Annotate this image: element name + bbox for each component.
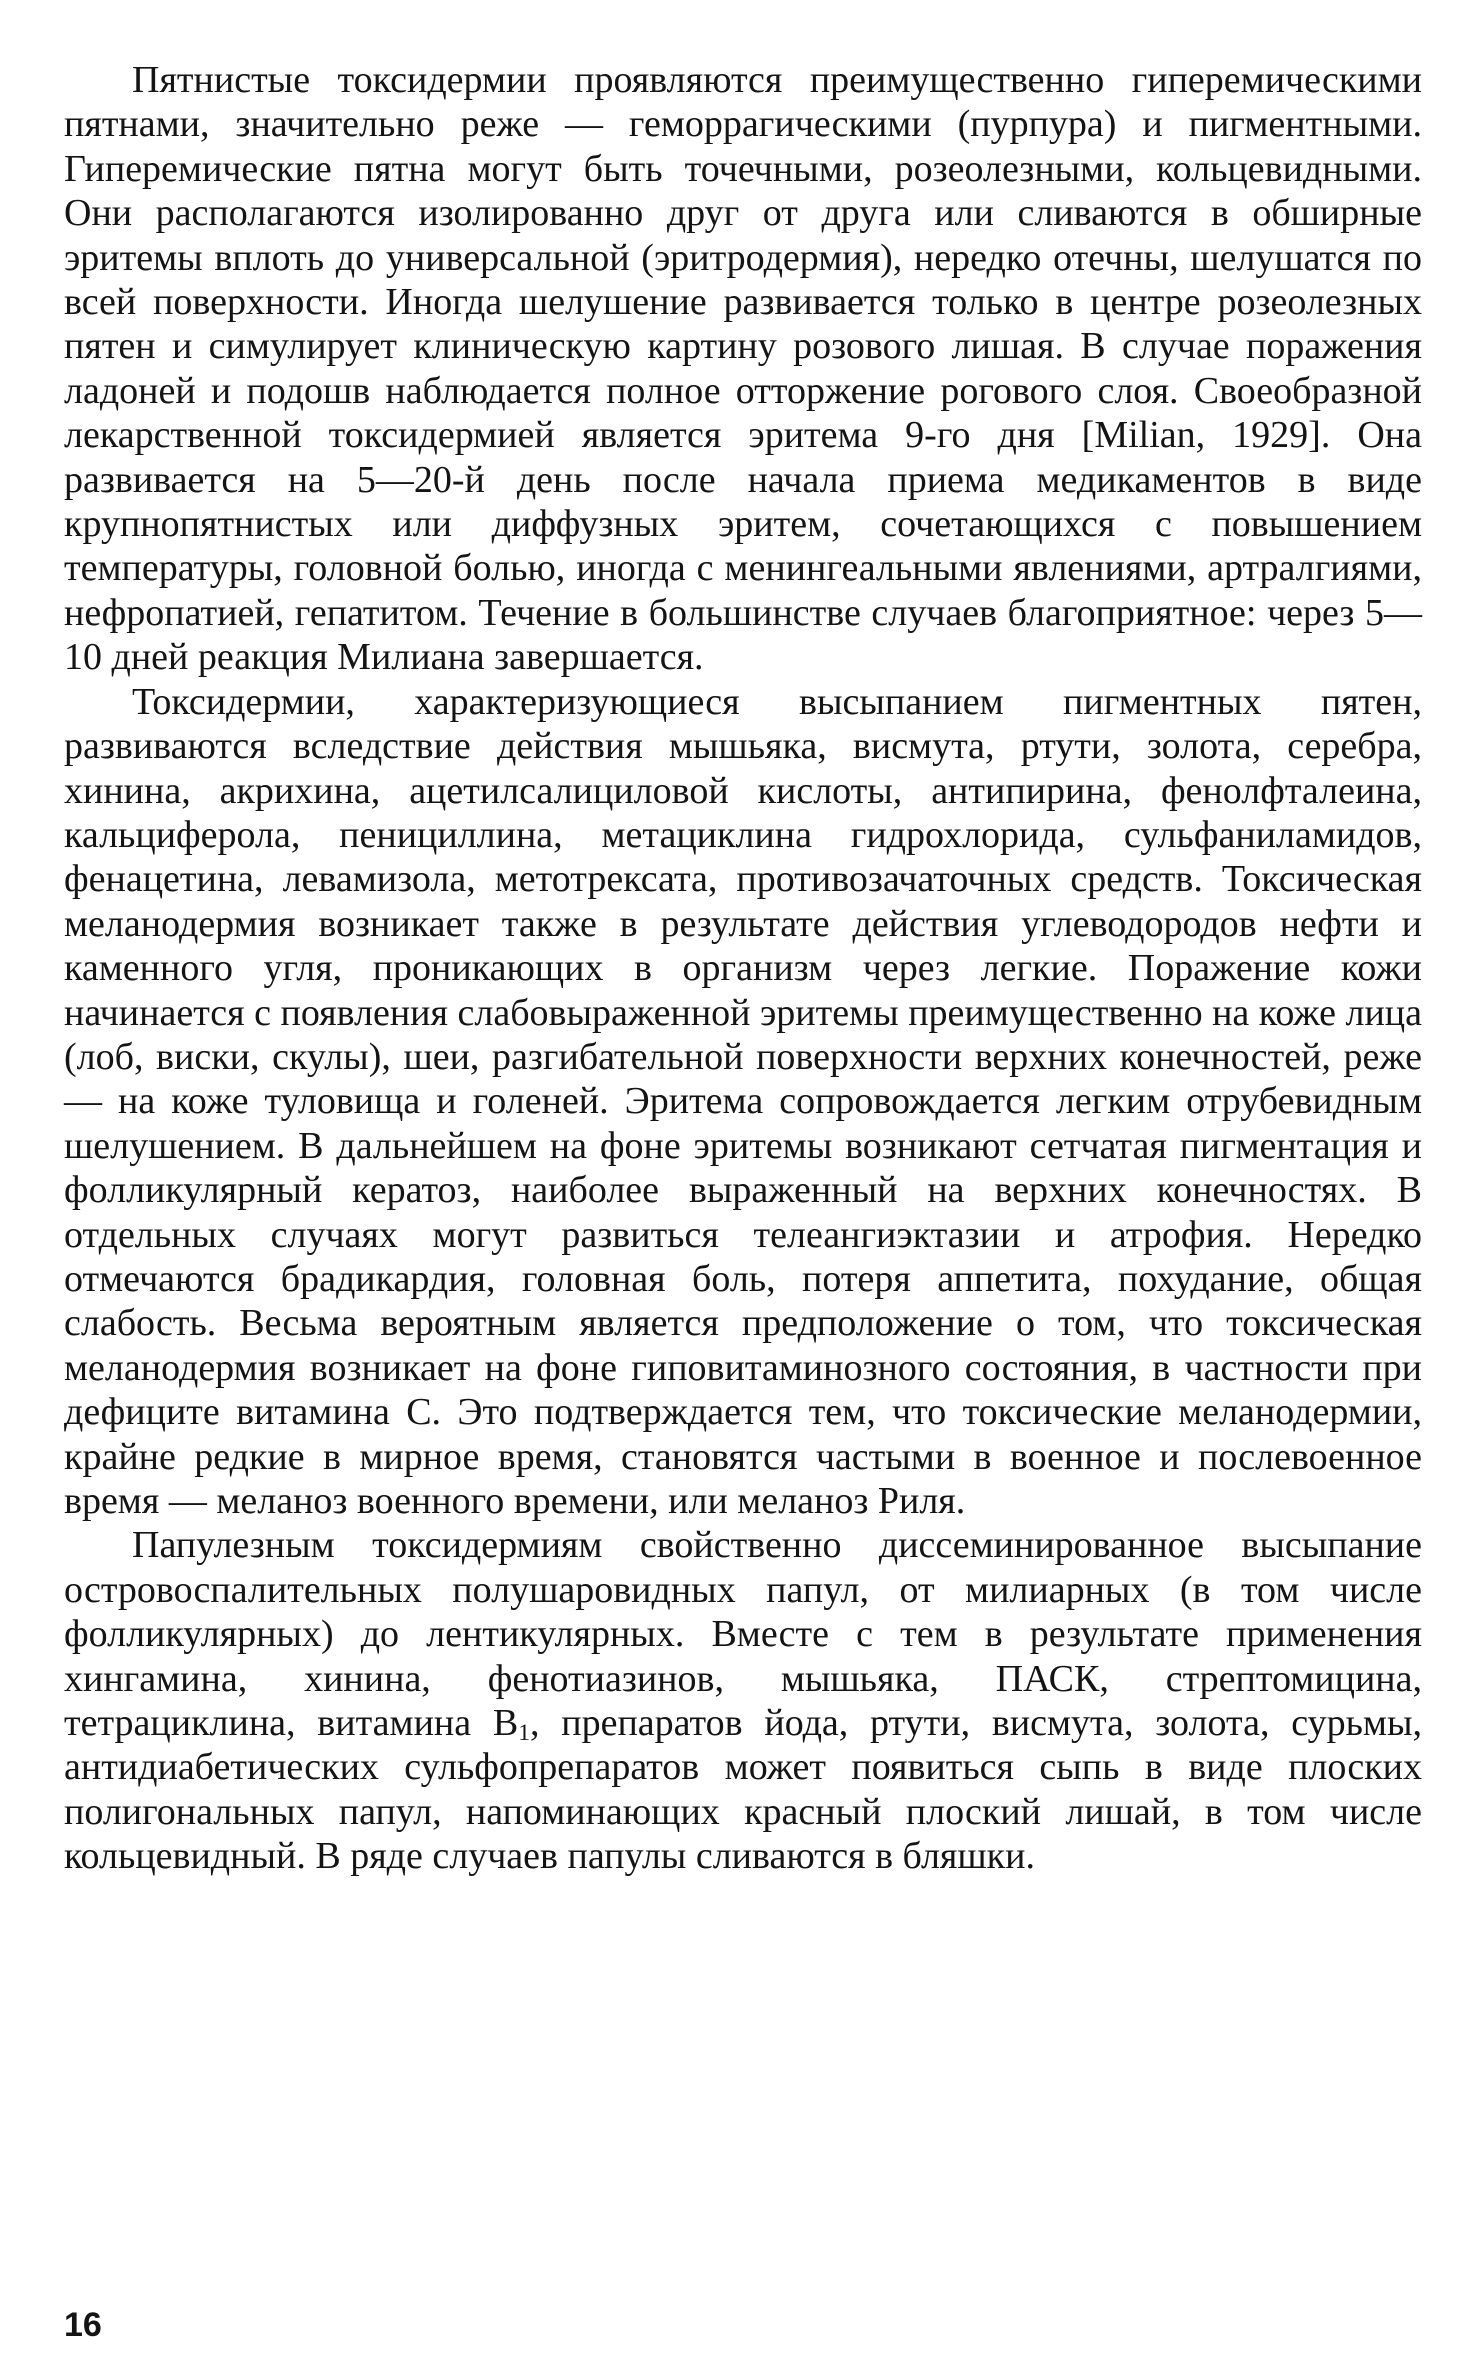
page-body bbox=[64, 58, 1422, 1879]
paragraph-papular-text-before: Папулезным токсидермиям свойственно диссеминированное высыпание островоспалительных полушаровидных папул, от милиарных (в том числе фолликулярных) до лентикулярных. Вместе с тем в результате применения хингамина, хинина, фенотиазинов, мышьяка, ПАСК, стрептомицина, тетрациклина, витамина В bbox=[64, 1524, 1422, 1745]
paragraph-papular-text-after: , препаратов йода, ртути, висмута, золота, сурьмы, антидиабетических сульфопрепаратов может появиться сыпь в виде плоских полигональных папул, напоминающих красный плоский лишай, в том числе кольцевидный. В ряде случаев папулы сливаются в бляшки. bbox=[64, 1702, 1422, 1878]
vitamin-subscript: 1 bbox=[518, 1720, 530, 1747]
page-number: 16 bbox=[64, 2306, 102, 2344]
paragraph-papular-toxidermia bbox=[64, 1523, 1422, 1878]
paragraph-pigmented-toxidermia: Токсидермии, характеризующиеся высыпанием пигментных пятен, развиваются вследствие действия мышьяка, висмута, ртути, золота, серебра, хинина, акрихина, ацетилсалициловой кислоты, антипирина, фенолфталеина, кальциферола, пенициллина, метациклина гидрохлорида, сульфаниламидов, фенацетина, левамизола, метотрексата, противозачаточных средств. Токсическая меланодермия возникает также в результате действия углеводородов нефти и каменного угля, проникающих в организм через легкие. Поражение кожи начинается с появления слабовыраженной эритемы преимущественно на коже лица (лоб, виски, скулы), шеи, разгибательной поверхности верхних конечностей, реже — на коже туловища и голеней. Эритема сопровождается легким отрубевидным шелушением. В дальнейшем на фоне эритемы возникают сетчатая пигментация и фолликулярный кератоз, наиболее выраженный на верхних конечностях. В отдельных случаях могут развиться телеангиэктазии и атрофия. Нередко отмечаются брадикардия, головная боль, потеря аппетита, похудание, общая слабость. Весьма вероятным является предположение о том, что токсическая меланодермия возникает на фоне гиповитаминозного состояния, в частности при дефиците витамина С. Это подтверждается тем, что токсические меланодермии, крайне редкие в мирное время, становятся частыми в военное и послевоенное время — меланоз военного времени, или меланоз Риля. bbox=[64, 680, 1422, 1522]
paragraph-spotted-toxidermia: Пятнистые токсидермии проявляются преимущественно гиперемическими пятнами, значительно реже — геморрагическими (пурпура) и пигментными. Гиперемические пятна могут быть точечными, розеолезными, кольцевидными. Они располагаются изолированно друг от друга или сливаются в обширные эритемы вплоть до универсальной (эритродермия), нередко отечны, шелушатся по всей поверхности. Иногда шелушение развивается только в центре розеолезных пятен и симулирует клиническую картину розового лишая. В случае поражения ладоней и подошв наблюдается полное отторжение рогового слоя. Своеобразной лекарственной токсидермией является эритема 9-го дня [Milian, 1929]. Она развивается на 5—20-й день после начала приема медикаментов в виде крупнопятнистых или диффузных эритем, сочетающихся с повышением температуры, головной болью, иногда с менингеальными явлениями, артралгиями, нефропатией, гепатитом. Течение в большинстве случаев благоприятное: через 5—10 дней реакция Милиана завершается. bbox=[64, 59, 1422, 679]
